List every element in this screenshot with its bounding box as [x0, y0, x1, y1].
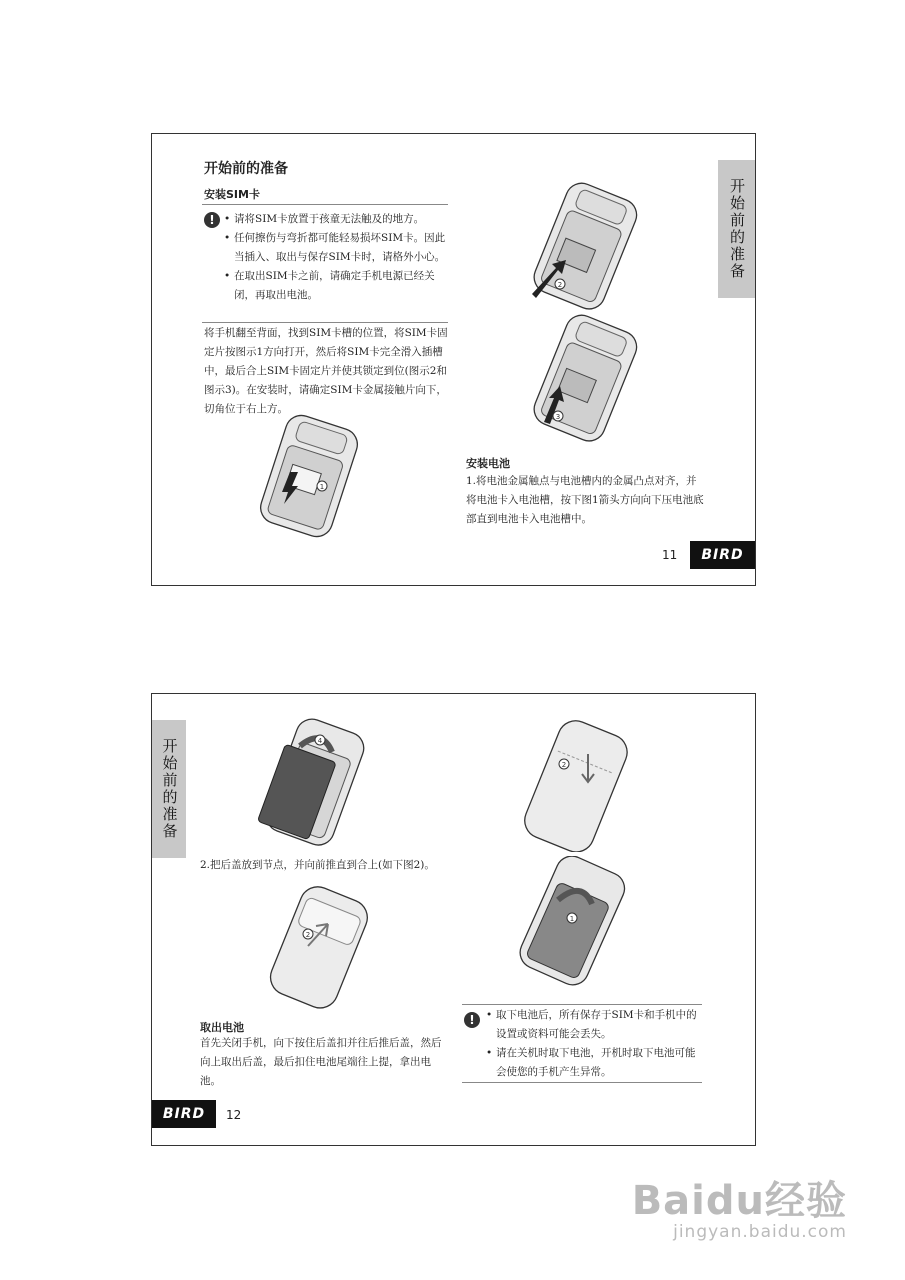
- baidu-watermark: [632, 1169, 847, 1242]
- figure-label: 1: [319, 483, 325, 491]
- warning-item: • 任何擦伤与弯折都可能轻易损坏SIM卡。因此当插入、取出与保存SIM卡时，请格外小心。: [224, 229, 452, 267]
- warning-icon: !: [464, 1012, 480, 1028]
- sim-heading: 安装SIM卡: [204, 188, 260, 201]
- side-tab: 开始前的准备: [718, 160, 755, 298]
- figure-label: 4: [317, 737, 323, 745]
- manual-page-12: [151, 693, 756, 1146]
- page-title: 开始前的准备: [204, 161, 288, 177]
- battery-step-1: 1.将电池金属触点与电池槽内的金属凸点对齐，并将电池卡入电池槽，按下图1箭头方向向下压电池底部直到电池卡入电池槽中。: [466, 475, 704, 525]
- page-number: 11: [662, 548, 678, 562]
- divider: [202, 322, 448, 323]
- watermark-url: jingyan.baidu.com: [673, 1222, 847, 1242]
- remove-battery-text: 首先关闭手机，向下按住后盖扣并往后推后盖，然后向上取出后盖，最后扣住电池尾端往上提，拿出电池。: [200, 1037, 442, 1087]
- warning-item: • 取下电池后，所有保存于SIM卡和手机中的设置或资料可能会丢失。: [486, 1006, 704, 1044]
- warning-item: • 请将SIM卡放置于孩童无法触及的地方。: [224, 210, 452, 229]
- page-number: 12: [226, 1108, 242, 1122]
- figure-label: 2: [557, 281, 563, 289]
- sim-figure-1: [250, 412, 368, 540]
- figure-label: 2: [305, 931, 311, 939]
- battery-insert-figure: [508, 856, 634, 986]
- figure-label: 3: [555, 413, 561, 421]
- bird-logo: BIRD: [690, 541, 755, 569]
- manual-page-11: [151, 133, 756, 586]
- warning-item: • 在取出SIM卡之前，请确定手机电源已经关闭，再取出电池。: [224, 267, 452, 305]
- divider: [462, 1004, 702, 1005]
- warning-list: [224, 210, 452, 305]
- sim-figure-2: [522, 182, 648, 312]
- figure-label: 2: [561, 761, 567, 769]
- sim-figure-3: [522, 314, 648, 444]
- divider: [202, 204, 448, 205]
- warning-icon: !: [204, 212, 220, 228]
- remove-battery-heading: 取出电池: [200, 1021, 244, 1034]
- warning-list: [486, 1006, 704, 1082]
- step-2: 2.把后盖放到节点，并向前推直到合上(如下图2)。: [200, 859, 435, 871]
- sim-instructions: 将手机翻至背面，找到SIM卡槽的位置，将SIM卡固定片按图示1方向打开，然后将SIM卡完全滑入插槽中，最后合上SIM卡固定片并使其锁定到位(图示2和图示3)。在安装时，请确定SIM卡金属接触片向下，切角位于右上方。: [204, 327, 448, 415]
- battery-heading: 安装电池: [466, 457, 510, 470]
- battery-remove-figure: [250, 718, 374, 846]
- warning-item: • 请在关机时取下电池，开机时取下电池可能会使您的手机产生异常。: [486, 1044, 704, 1082]
- cover-slide-figure: [256, 884, 380, 1010]
- watermark-brand: Baidu经验: [631, 1178, 847, 1224]
- back-cover-figure: [512, 720, 638, 852]
- side-tab: 开始前的准备: [152, 720, 186, 858]
- figure-label: 1: [569, 915, 575, 923]
- divider: [462, 1082, 702, 1083]
- bird-logo: BIRD: [152, 1100, 216, 1128]
